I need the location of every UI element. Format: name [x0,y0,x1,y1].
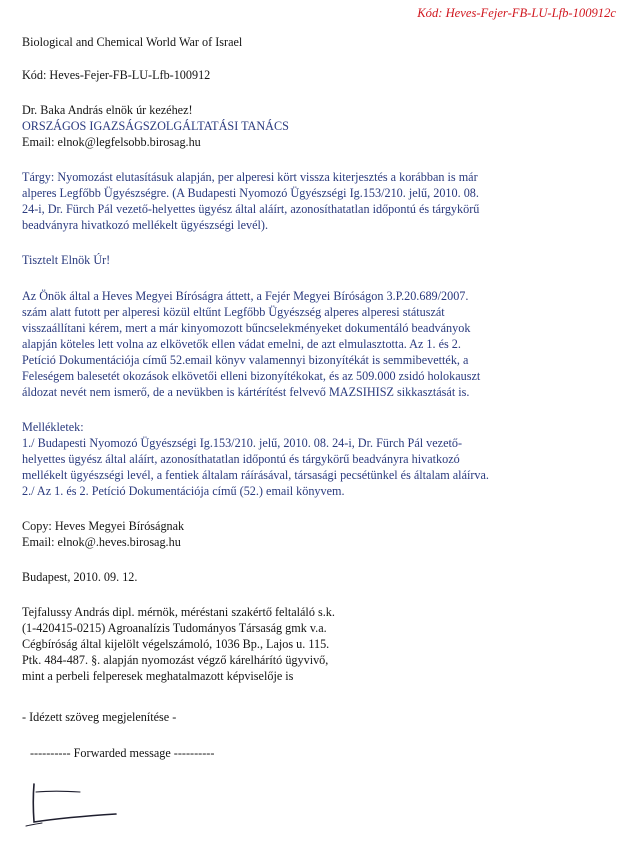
copy-email: Email: elnok@.heves.birosag.hu [22,535,181,549]
attachments-heading: Mellékletek: [22,420,84,434]
corner-code-label: Kód: Heves-Fejer-FB-LU-Lfb-100912c [417,6,616,20]
handwritten-signature [24,778,120,830]
subject-line-3: 24-i, Dr. Fürch Pál vezető-helyettes ügyész által aláírt, azonosíthatatlan időpontú és tárgykörű [22,202,480,216]
letter-heading-title: Biological and Chemical World War of Israel [22,35,243,49]
subject-line-1: Tárgy: Nyomozást elutasításuk alapján, per alperesi kört vissza kiterjesztés a korábban is már [22,170,478,184]
body-line-3: visszaállítani kérem, mert a már kinyomozott bűncselekményeket dokumentáló beadványok [22,321,471,335]
subject-line-4: beadványra hivatkozó mellékelt ügyészségi levél). [22,218,269,232]
attachment-line-2: helyettes ügyész által aláírt, azonosíthatatlan időpontú és tárgykörű beadványra hivatkozó [22,452,460,466]
addressee-line-2: ORSZÁGOS IGAZSÁGSZOLGÁLTATÁSI TANÁCS [22,119,289,133]
addressee-line-1: Dr. Baka András elnök úr kezéhez! [22,103,193,117]
quoted-text-toggle[interactable]: - Idézett szöveg megjelenítése - [22,710,177,724]
body-line-7: áldozat nevét nem ismerő, de a nevükben is kártérítést felvevő MAZSIHISZ sikkasztását is. [22,385,470,399]
signature-line-2: (1-420415-0215) Agroanalízis Tudományos Társaság gmk v.a. [22,621,327,635]
signature-line-1: Tejfalussy András dipl. mérnök, méréstani szakértő feltaláló s.k. [22,605,335,619]
subject-line-2: alperes Legfőbb Ügyészségre. (A Budapesti Nyomozó Ügyészségi Ig.153/210. jelű, 2010. 08. [22,186,479,200]
attachment-line-4: 2./ Az 1. és 2. Petíció Dokumentációja című (52.) email könyvem. [22,484,345,498]
copy-line: Copy: Heves Megyei Bíróságnak [22,519,185,533]
letter-heading-code: Kód: Heves-Fejer-FB-LU-Lfb-100912 [22,68,211,82]
signature-line-5: mint a perbeli felperesek meghatalmazott képviselője is [22,669,294,683]
signature-line-3: Cégbíróság által kijelölt végelszámoló, 1036 Bp., Lajos u. 115. [22,637,330,651]
body-line-5: Petíció Dokumentációja című 52.email könyv valamennyi bizonyítékát is semmibevették, a [22,353,469,367]
body-line-6: Feleségem balesetét okozások elkövetői elleni bizonyítékokat, és az 509.000 zsidó holokauszt [22,369,481,383]
date-line: Budapest, 2010. 09. 12. [22,570,138,584]
body-line-4: alapján köteles lett volna az elkövetők ellen vádat emelni, de azt elmulasztotta. Az 1. és 2. [22,337,461,351]
attachment-line-1: 1./ Budapesti Nyomozó Ügyészségi Ig.153/210. jelű, 2010. 08. 24-i, Dr. Fürch Pál vezető- [22,436,463,450]
signature-line-4: Ptk. 484-487. §. alapján nyomozást végző kárelhárító ügyvivő, [22,653,329,667]
body-line-1: Az Önök által a Heves Megyei Bíróságra áttett, a Fejér Megyei Bíróságon 3.P.20.689/2007. [22,289,469,303]
attachment-line-3: mellékelt ügyészségi levél, a fentiek általam ráírásával, társasági pecsétünkel és általam aláírva. [22,468,489,482]
forwarded-message-divider: ---------- Forwarded message ---------- [30,746,215,760]
addressee-email: Email: elnok@legfelsobb.birosag.hu [22,135,201,149]
body-line-2: szám alatt futott per alperesi közül eltűnt Legfőbb Ügyészség alperes alperesi státuszát [22,305,445,319]
salutation: Tisztelt Elnök Úr! [22,253,111,267]
